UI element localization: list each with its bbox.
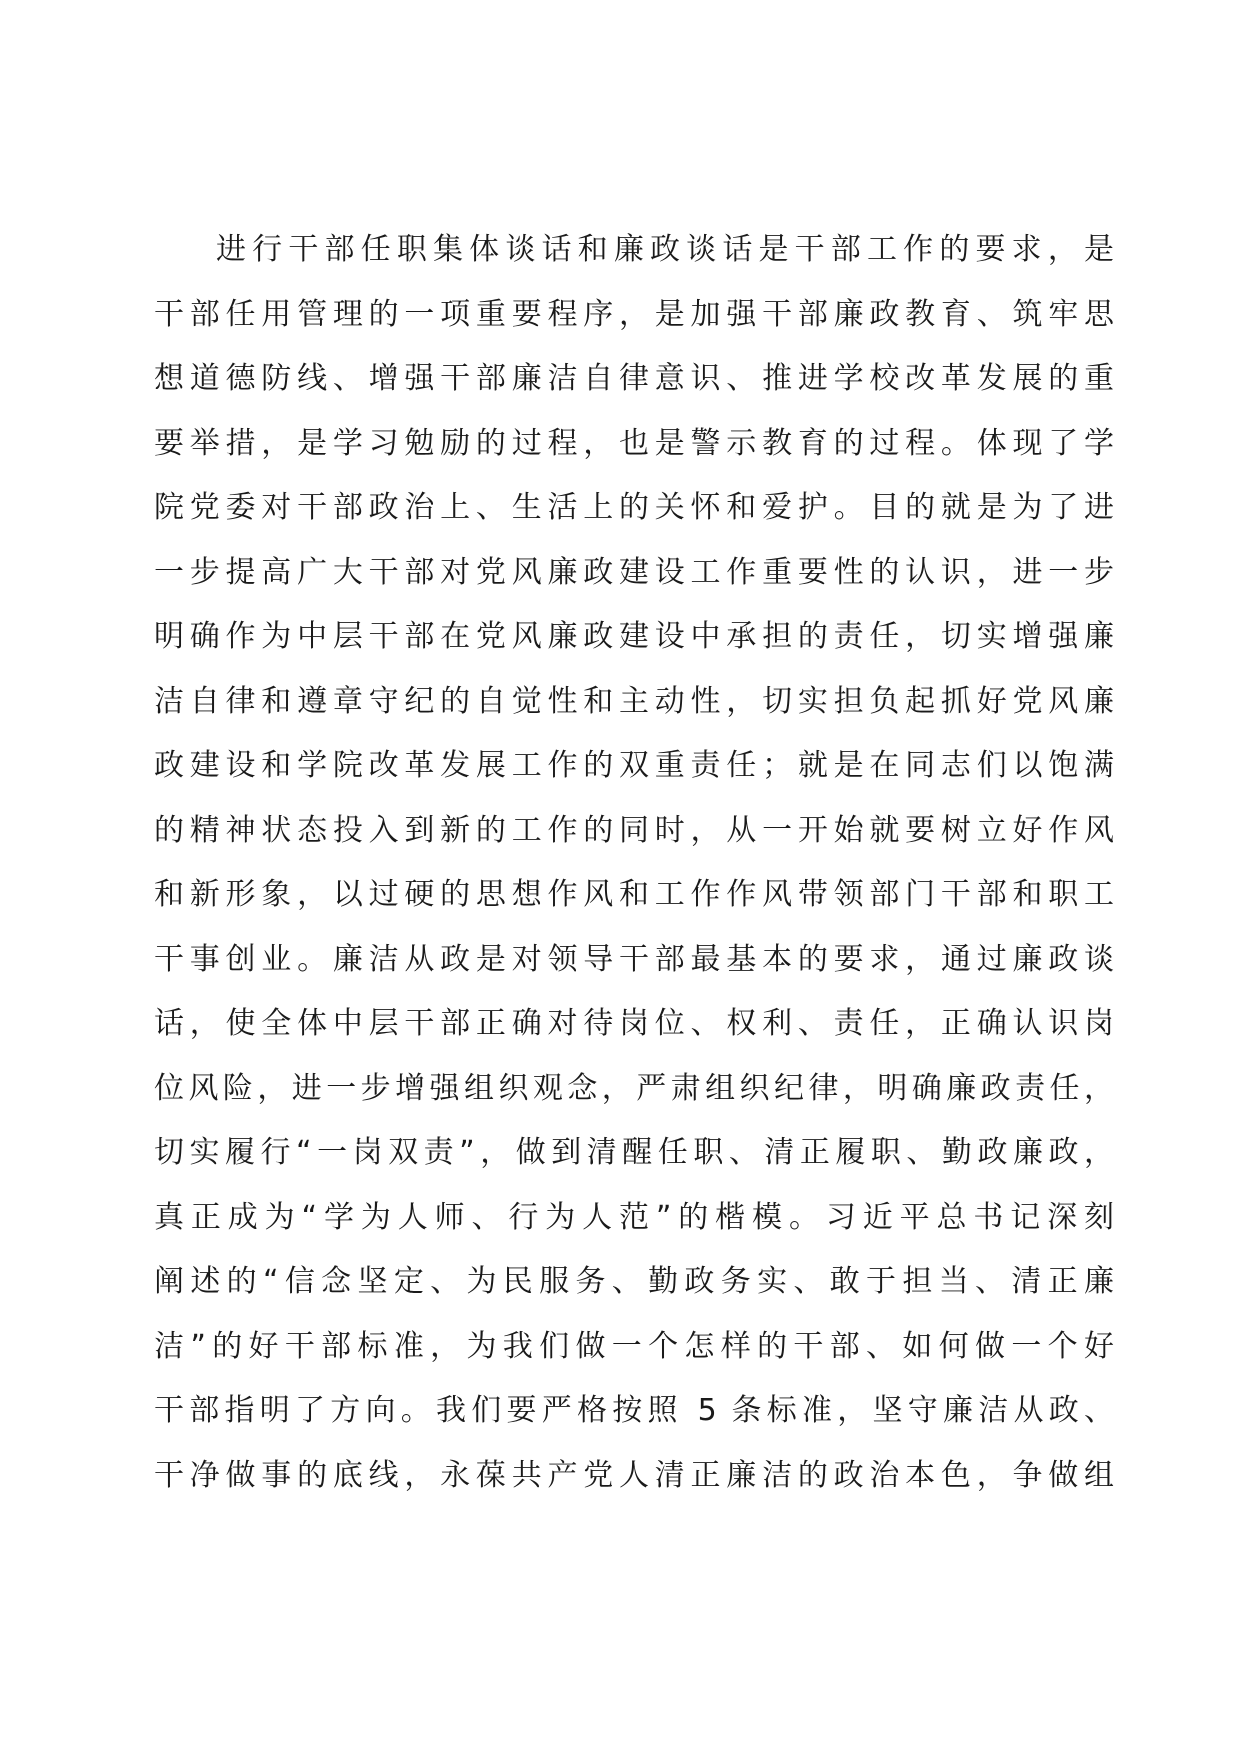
paragraph-line: 洁”的好干部标准，为我们做一个怎样的干部、如何做一个好 xyxy=(154,1328,1114,1364)
paragraph-line: 干净做事的底线，永葆共产党人清正廉洁的政治本色，争做组 xyxy=(154,1457,1114,1493)
paragraph-line: 想道德防线、增强干部廉洁自律意识、推进学校改革发展的重 xyxy=(154,361,1114,396)
paragraph-line: 干部指明了方向。我们要严格按照 5 条标准，坚守廉洁从政、 xyxy=(154,1393,1114,1428)
body-paragraph xyxy=(154,218,1114,1508)
paragraph-line: 明确作为中层干部在党风廉政建设中承担的责任，切实增强廉 xyxy=(154,619,1114,654)
paragraph-line: 真正成为“学为人师、行为人范”的楷模。习近平总书记深刻 xyxy=(154,1199,1114,1235)
paragraph-line: 和新形象，以过硬的思想作风和工作作风带领部门干部和职工 xyxy=(154,877,1114,912)
paragraph-line: 的精神状态投入到新的工作的同时，从一开始就要树立好作风 xyxy=(154,812,1114,848)
paragraph-line: 阐述的“信念坚定、为民服务、勤政务实、敢于担当、清正廉 xyxy=(154,1264,1114,1299)
paragraph-line: 院党委对干部政治上、生活上的关怀和爱护。目的就是为了进 xyxy=(154,490,1114,525)
paragraph-line: 政建设和学院改革发展工作的双重责任；就是在同志们以饱满 xyxy=(154,748,1114,783)
paragraph-line: 要举措，是学习勉励的过程，也是警示教育的过程。体现了学 xyxy=(154,425,1114,461)
paragraph-line: 切实履行“一岗双责”，做到清醒任职、清正履职、勤政廉政， xyxy=(154,1135,1114,1170)
paragraph-line: 进行干部任职集体谈话和廉政谈话是干部工作的要求，是 xyxy=(216,232,1114,267)
paragraph-line: 一步提高广大干部对党风廉政建设工作重要性的认识，进一步 xyxy=(154,554,1114,590)
paragraph-line: 干部任用管理的一项重要程序，是加强干部廉政教育、筑牢思 xyxy=(154,296,1114,332)
paragraph-line: 洁自律和遵章守纪的自觉性和主动性，切实担负起抓好党风廉 xyxy=(154,683,1114,719)
paragraph-line: 话，使全体中层干部正确对待岗位、权利、责任，正确认识岗 xyxy=(154,1006,1114,1041)
paragraph-line: 位风险，进一步增强组织观念，严肃组织纪律，明确廉政责任， xyxy=(154,1070,1114,1106)
paragraph-line: 干事创业。廉洁从政是对领导干部最基本的要求，通过廉政谈 xyxy=(154,941,1114,977)
